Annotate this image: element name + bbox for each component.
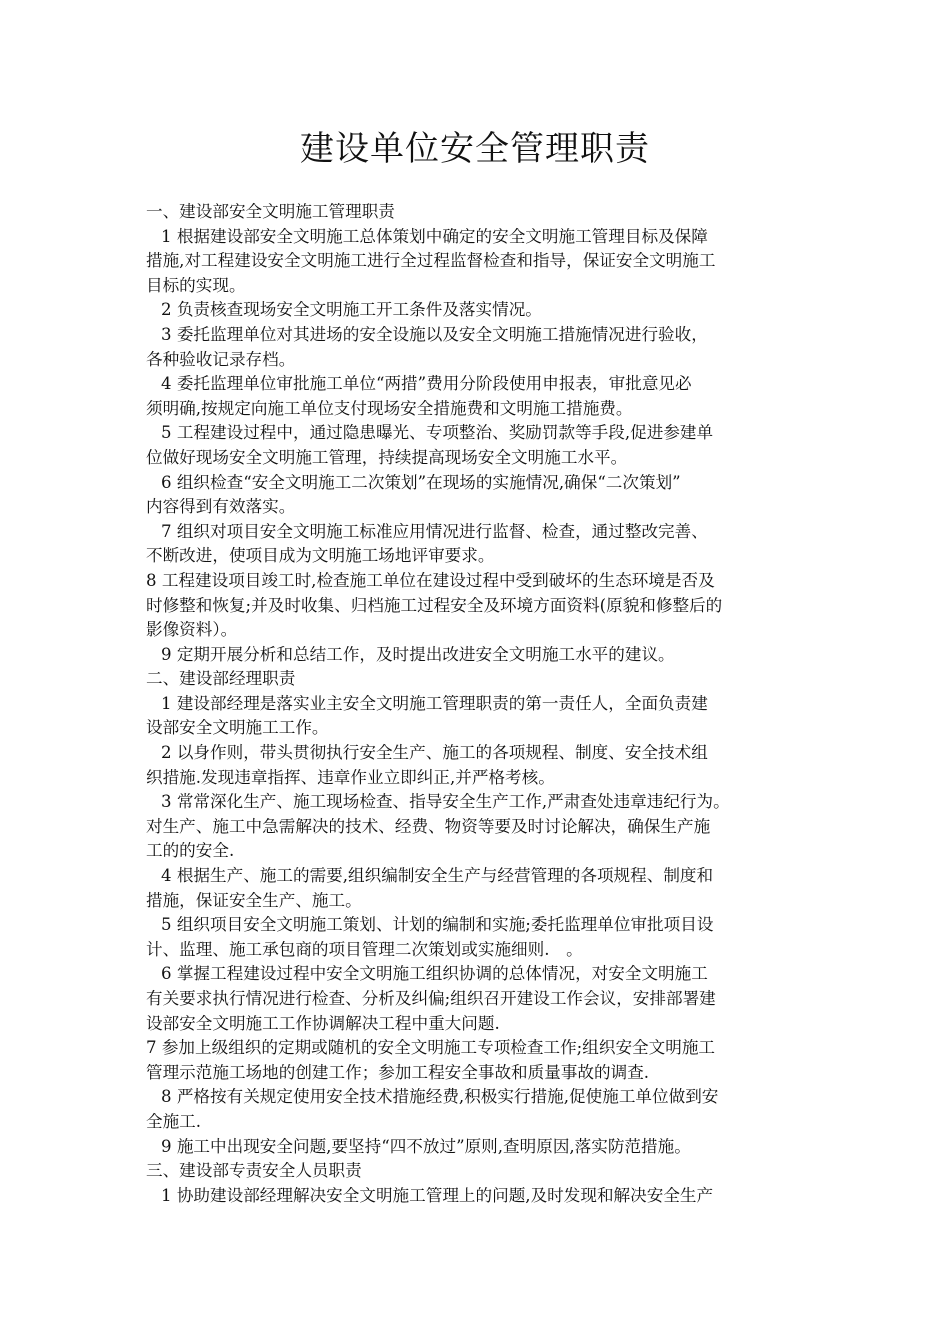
text-line: 2 负责核查现场安全文明施工开工条件及落实情况。: [161, 300, 542, 320]
document-body: [146, 200, 816, 1208]
text-line: 6 组织检查“安全文明施工二次策划”在现场的实施情况,确保“二次策划”: [161, 472, 681, 492]
text-line: 4 委托监理单位审批施工单位“两措”费用分阶段使用申报表，审批意见必: [161, 374, 692, 394]
text-line: 9 施工中出现安全问题,要坚持“四不放过”原则,查明原因,落实防范措施。: [161, 1136, 691, 1156]
text-line: 三、建设部专责安全人员职责: [146, 1161, 362, 1181]
text-line: 3 常常深化生产、施工现场检查、指导安全生产工作,严肃查处违章违纪行为。: [161, 792, 730, 812]
text-line: 设部安全文明施工工作协调解决工程中重大问题.: [146, 1013, 500, 1033]
text-line: 不断改进，使项目成为文明施工场地评审要求。: [146, 546, 495, 566]
text-line: 工的的安全.: [146, 841, 235, 861]
text-line: 有关要求执行情况进行检查、分析及纠偏;组织召开建设工作会议，安排部署建: [146, 989, 716, 1008]
text-line: 9 定期开展分析和总结工作，及时提出改进安全文明施工水平的建议。: [161, 644, 675, 664]
text-line: 5 工程建设过程中，通过隐患曝光、专项整治、奖励罚款等手段,促进参建单: [161, 423, 714, 443]
text-line: 内容得到有效落实。: [146, 497, 296, 517]
text-line: 8 严格按有关规定使用安全技术措施经费,积极实行措施,促使施工单位做到安: [161, 1087, 719, 1107]
text-line: 7 组织对项目安全文明施工标准应用情况进行监督、检查，通过整改完善、: [161, 521, 708, 541]
text-line: 管理示范施工场地的创建工作；参加工程安全事故和质量事故的调查.: [146, 1062, 650, 1082]
document-title: 建设单位安全管理职责: [300, 129, 650, 169]
text-line: 1 建设部经理是落实业主安全文明施工管理职责的第一责任人，全面负责建: [161, 693, 708, 713]
text-line: 织措施.发现违章指挥、违章作业立即纠正,并严格考核。: [146, 767, 555, 787]
text-line: 措施，保证安全生产、施工。: [146, 890, 362, 910]
text-line: 时修整和恢复;并及时收集、归档施工过程安全及环境方面资料(原貌和修整后的: [146, 595, 723, 615]
text-line: 5 组织项目安全文明施工策划、计划的编制和实施;委托监理单位审批项目设: [161, 915, 714, 935]
text-line: 设部安全文明施工工作。: [146, 718, 329, 738]
text-line: 8 工程建设项目竣工时,检查施工单位在建设过程中受到破坏的生态环境是否及: [146, 570, 715, 590]
text-line: 1 协助建设部经理解决安全文明施工管理上的问题,及时发现和解决安全生产: [161, 1185, 714, 1205]
text-line: 二、建设部经理职责: [146, 669, 296, 689]
text-line: 对生产、施工中急需解决的技术、经费、物资等要及时讨论解决，确保生产施: [146, 816, 711, 836]
text-line: 全施工.: [146, 1111, 202, 1131]
text-line: 4 根据生产、施工的需要,组织编制安全生产与经营管理的各项规程、制度和: [161, 866, 714, 886]
text-line: 1 根据建设部安全文明施工总体策划中确定的安全文明施工管理目标及保障: [161, 226, 708, 246]
text-line: 2 以身作则，带头贯彻执行安全生产、施工的各项规程、制度、安全技术组: [161, 743, 708, 763]
text-line: 措施,对工程建设安全文明施工进行全过程监督检查和指导，保证安全文明施工: [146, 251, 716, 271]
text-line: 计、监理、施工承包商的项目管理二次策划或实施细则. 。: [146, 939, 583, 959]
text-line: 一、建设部安全文明施工管理职责: [146, 202, 395, 221]
text-line: 3 委托监理单位对其进场的安全设施以及安全文明施工措施情况进行验收，: [161, 324, 708, 344]
text-line: 目标的实现。: [146, 275, 246, 295]
text-line: 6 掌握工程建设过程中安全文明施工组织协调的总体情况，对安全文明施工: [161, 964, 708, 984]
text-line: 各种验收记录存档。: [146, 349, 296, 369]
text-line: 位做好现场安全文明施工管理，持续提高现场安全文明施工水平。: [146, 447, 628, 467]
text-line: 7 参加上级组织的定期或随机的安全文明施工专项检查工作;组织安全文明施工: [146, 1038, 716, 1058]
text-line: 须明确,按规定向施工单位支付现场安全措施费和文明施工措施费。: [146, 398, 633, 418]
text-line: 影像资料）。: [146, 620, 238, 640]
